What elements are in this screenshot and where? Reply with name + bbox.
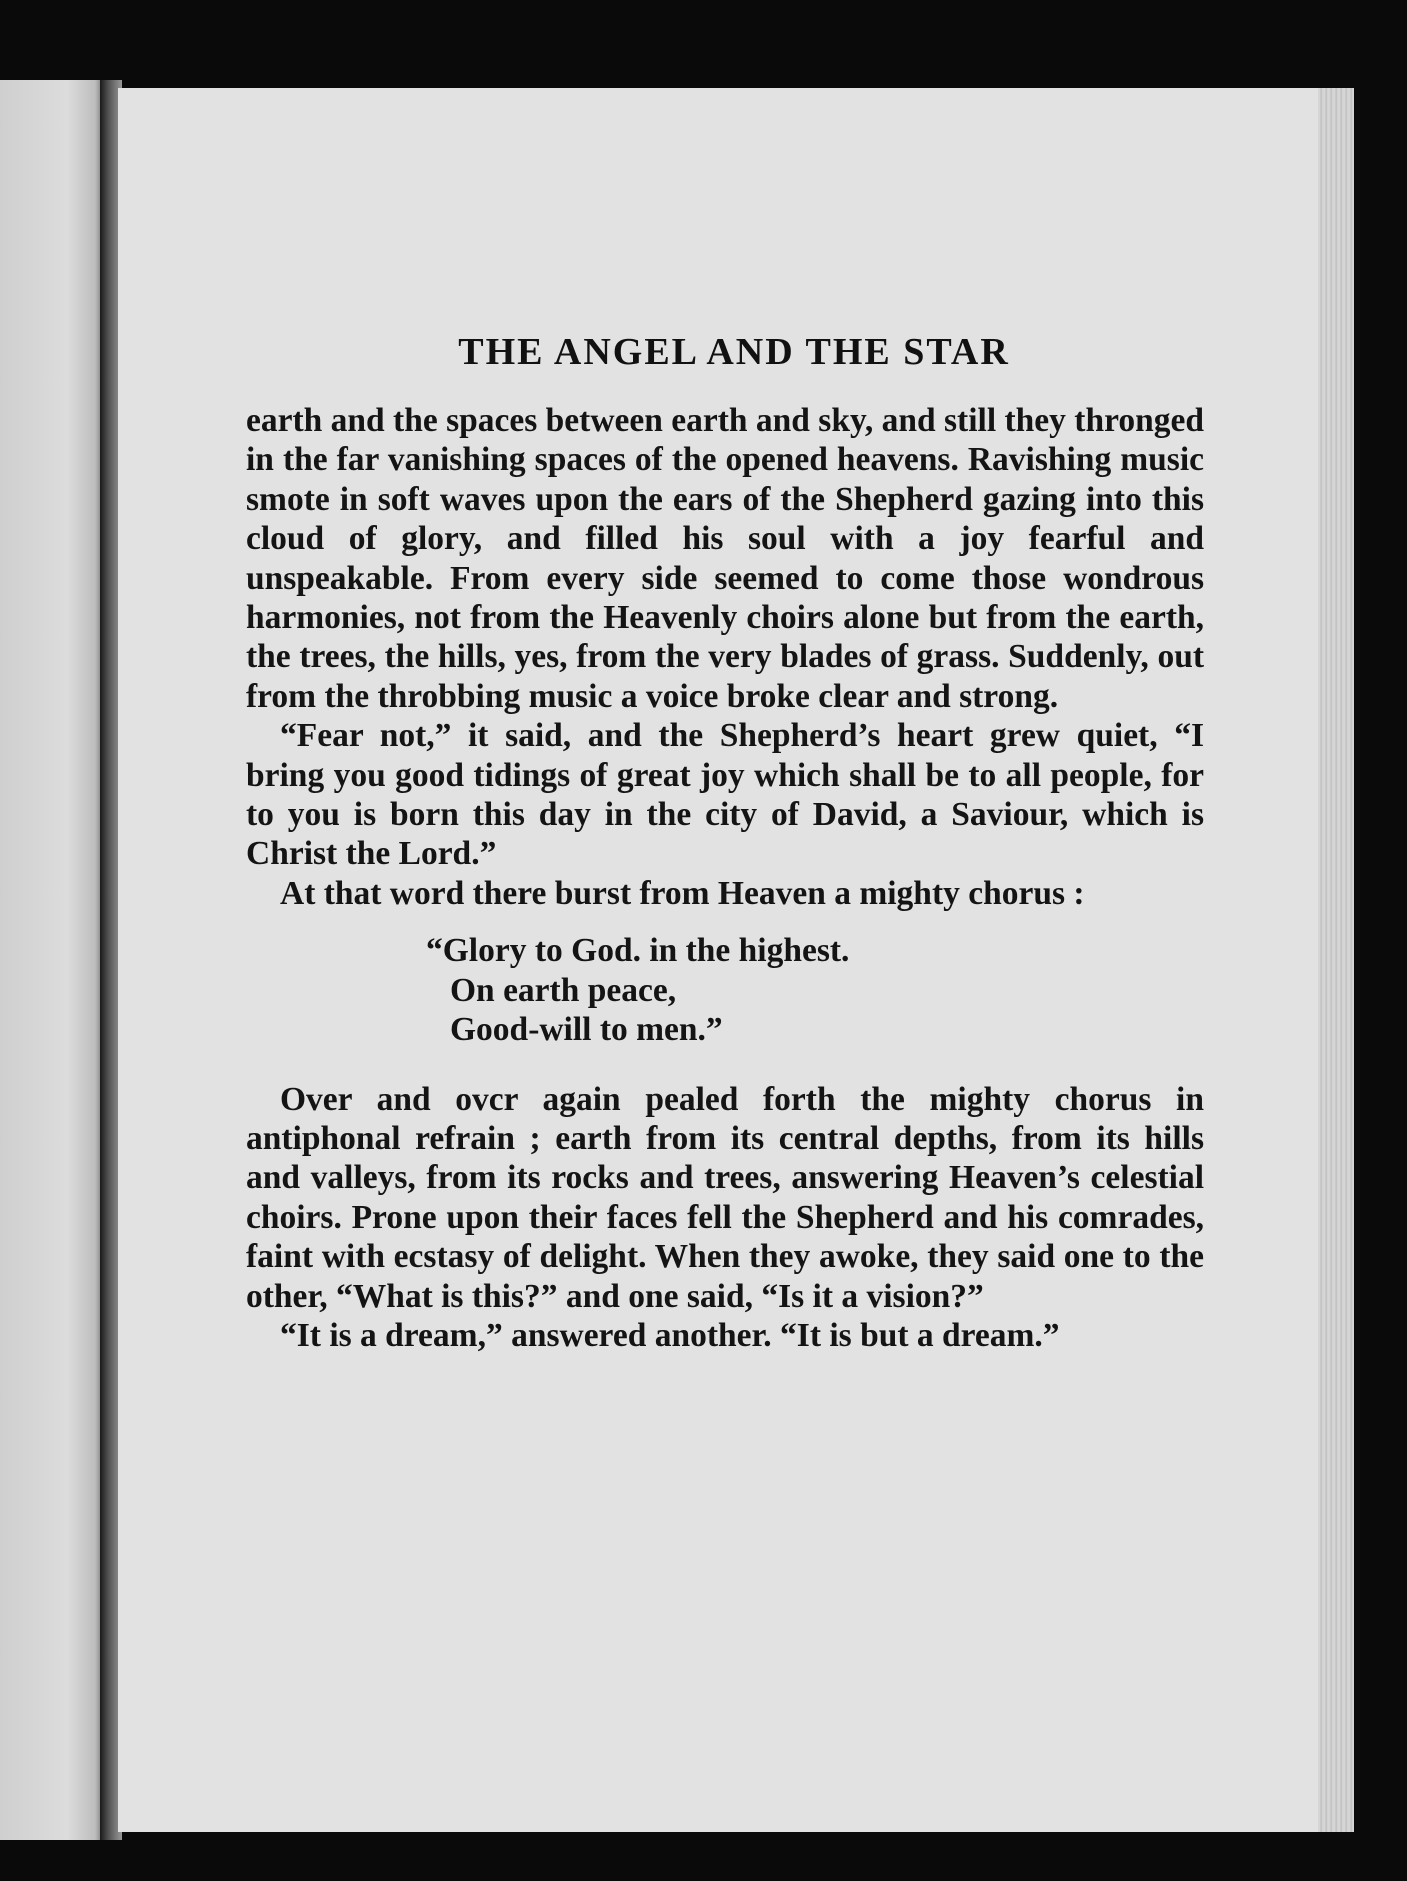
verse-line-3: Good-will to men.”: [450, 1011, 723, 1049]
body-text: [246, 401, 1204, 1355]
page-stack-edges: [1318, 88, 1354, 1832]
verse-line-2: On earth peace,: [450, 971, 677, 1009]
facing-page-edge: [0, 80, 112, 1840]
paragraph-5: “It is a dream,” answered another. “It is but a dream.”: [280, 1316, 1060, 1354]
paragraph-2: “Fear not,” it said, and the Shepherd’s heart grew quiet, “I bring you good tidings of great joy which shall be to all people, for to you is born this day in the city of David, a Saviour, which is Christ the Lord.”: [246, 717, 1204, 873]
verse-block: [426, 931, 1204, 1049]
verse-line-1: “Glory to God. in the highest.: [426, 932, 850, 970]
paragraph-3: At that word there burst from Heaven a mighty chorus :: [280, 874, 1085, 912]
running-head: THE ANGEL AND THE STAR: [458, 331, 1010, 373]
page: [118, 88, 1350, 1832]
paragraph-1: earth and the spaces between earth and sky, and still they thronged in the far vanishing spaces of the opened heavens. Ravishing music smote in soft waves upon the ears of the Shepherd gazing into this cloud of glory, and filled his soul with a joy fearful and unspeakable. From every side seemed to come those wondrous harmonies, not from the Heavenly choirs alone but from the earth, the trees, the hills, yes, from the very blades of grass. Suddenly, out from the throbbing music a voice broke clear and strong.: [246, 402, 1204, 715]
paragraph-4: Over and ovcr again pealed forth the mighty chorus in antiphonal refrain ; earth from its central depths, from its hills and valleys, from its rocks and trees, answering Heaven’s celestial choirs. Prone upon their faces fell the Shepherd and his comrades, faint with ecstasy of delight. When they awoke, they said one to the other, “What is this?” and one said, “Is it a vision?”: [246, 1080, 1204, 1315]
